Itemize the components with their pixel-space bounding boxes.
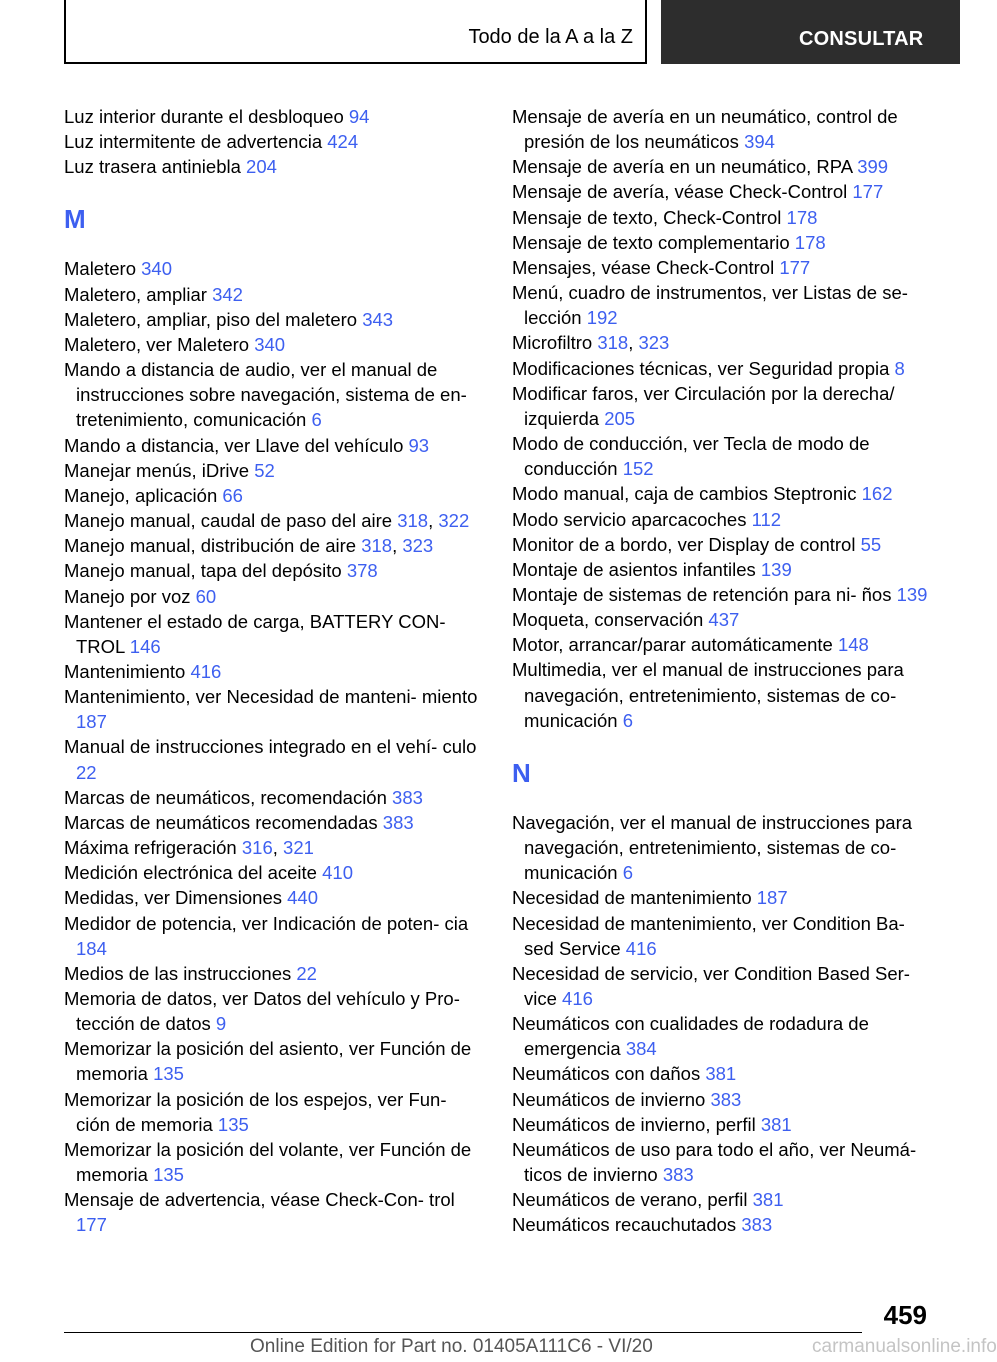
page-link[interactable]: 323 — [402, 535, 434, 557]
entry-text: , — [272, 837, 284, 859]
page-link[interactable]: 318 — [361, 535, 393, 557]
entry-text: Luz intermitente de advertencia — [64, 131, 328, 153]
entry-text: Neumáticos con cualidades de rodadura de emergencia — [512, 1013, 869, 1060]
entry-text: Luz trasera antiniebla — [64, 156, 247, 178]
index-entry — [512, 885, 932, 910]
page-link[interactable]: 321 — [283, 837, 314, 859]
page-link[interactable]: 148 — [837, 634, 869, 656]
entry-text: Mando a distancia, ver Llave del vehículo — [64, 434, 409, 456]
page-link[interactable]: 316 — [241, 837, 273, 859]
entry-text: Modificar faros, ver Circulación por la derecha/ izquierda — [512, 382, 895, 429]
page-link[interactable]: 204 — [246, 156, 277, 178]
page-link[interactable]: 205 — [604, 407, 636, 429]
page-link[interactable]: 139 — [896, 583, 928, 605]
page-link[interactable]: 381 — [760, 1113, 792, 1135]
watermark: carmanualsonline.info — [812, 1336, 997, 1357]
page-link[interactable]: 342 — [212, 283, 243, 305]
entry-text: , — [428, 510, 439, 532]
entry-text: Montaje de asientos infantiles — [512, 558, 761, 580]
index-entry — [64, 911, 484, 961]
page-link[interactable]: 323 — [638, 332, 670, 354]
page-link[interactable]: 146 — [129, 635, 161, 657]
page-header — [0, 0, 960, 66]
index-entry — [64, 332, 484, 357]
entry-text: Manual de instrucciones integrado en el vehí- culo — [64, 736, 477, 758]
index-entry — [64, 584, 484, 609]
page-link[interactable]: 440 — [287, 887, 318, 909]
index-entry — [512, 1087, 932, 1112]
index-entry — [512, 657, 932, 732]
index-entry — [64, 986, 484, 1036]
index-entry — [512, 507, 932, 532]
index-letter-heading: N — [512, 757, 531, 788]
index-entry — [64, 508, 484, 533]
index-entry — [64, 659, 484, 684]
entry-text: Motor, arrancar/parar automáticamente — [512, 634, 838, 656]
page-link[interactable]: 178 — [786, 206, 818, 228]
entry-text: Mensaje de avería en un neumático, RPA — [512, 156, 858, 178]
index-entry — [512, 431, 932, 481]
entry-text: Medidas, ver Dimensiones — [64, 887, 288, 909]
entry-text: Memoria de datos, ver Datos del vehículo y Pro- tección de datos — [64, 988, 460, 1035]
index-entry — [512, 330, 932, 355]
index-entry — [512, 205, 932, 230]
page-link[interactable]: 343 — [362, 308, 394, 330]
entry-text: Neumáticos de uso para todo el año, ver Neumá- ticos de invierno — [512, 1138, 917, 1186]
index-entry — [512, 356, 932, 381]
page-link[interactable]: 383 — [662, 1164, 694, 1186]
entry-text: Mensaje de avería, véase Check-Control — [512, 181, 853, 203]
page-link[interactable]: 135 — [153, 1063, 184, 1085]
index-entry — [64, 835, 484, 860]
entry-text: Manejo por voz — [64, 585, 196, 607]
page-link[interactable]: 177 — [852, 181, 884, 203]
page-link[interactable]: 410 — [322, 862, 353, 884]
index-entry — [512, 632, 932, 657]
entry-text: Montaje de sistemas de retención para ni- ños — [512, 583, 897, 605]
page-link[interactable]: 8 — [894, 357, 905, 379]
page-link[interactable]: 318 — [597, 332, 629, 354]
index-entry — [512, 911, 932, 961]
entry-text: Monitor de a bordo, ver Display de control — [512, 533, 861, 555]
page-link[interactable]: 94 — [348, 106, 370, 127]
entry-text: Memorizar la posición de los espejos, ver Fun- ción de memoria — [64, 1088, 447, 1135]
index-entry — [512, 255, 932, 280]
entry-text: Modo servicio aparcacoches — [512, 508, 752, 530]
index-entry — [512, 607, 932, 632]
index-entry — [64, 885, 484, 910]
entry-text: Navegación, ver el manual de instrucciones para navegación, entretenimiento, sistemas de co- municación — [512, 811, 913, 884]
entry-text: Marcas de neumáticos, recomendación — [64, 786, 393, 808]
index-entry — [64, 433, 484, 458]
entry-text: Necesidad de mantenimiento, ver Condition Ba- sed Service — [512, 912, 905, 959]
index-entry — [64, 357, 484, 432]
page-link[interactable]: 318 — [397, 510, 429, 532]
page-link[interactable]: 55 — [860, 533, 882, 555]
index-column-left — [64, 104, 484, 1238]
entry-text: Maletero — [64, 258, 142, 280]
page-link[interactable]: 424 — [327, 131, 359, 153]
page-link[interactable]: 52 — [254, 459, 275, 481]
consult-tab[interactable] — [661, 0, 960, 64]
index-entry — [512, 230, 932, 255]
index-entry — [512, 961, 932, 1011]
page-link[interactable]: 152 — [622, 458, 654, 480]
entry-text: Maletero, ver Maletero — [64, 333, 255, 355]
index-entry — [64, 1036, 484, 1086]
page-link[interactable]: 6 — [622, 709, 634, 731]
edition-note: Online Edition for Part no. 01405A111C6 - VI/20 — [250, 1336, 653, 1357]
footer-rule — [64, 1332, 862, 1333]
entry-text: Marcas de neumáticos recomendadas — [64, 811, 383, 833]
index-entry — [64, 1137, 484, 1187]
entry-text: , — [392, 535, 403, 557]
entry-text: Neumáticos con daños — [512, 1063, 706, 1085]
entry-text: Mensaje de texto complementario — [512, 231, 795, 253]
page-link[interactable]: 383 — [392, 786, 423, 808]
entry-text: Medios de las instrucciones — [64, 962, 297, 984]
index-entry — [64, 785, 484, 810]
index-entry — [64, 860, 484, 885]
page-link[interactable]: 340 — [141, 258, 172, 280]
index-entry — [512, 1011, 932, 1061]
index-entry — [512, 810, 932, 885]
page-link[interactable]: 378 — [346, 560, 378, 582]
entry-text: Manejar menús, iDrive — [64, 459, 255, 481]
index-entry — [64, 1087, 484, 1137]
entry-text: Mando a distancia de audio, ver el manual de instrucciones sobre navegación, sistema de en- tretenimiento, comunicación — [64, 359, 467, 431]
entry-text: Manejo manual, caudal de paso del aire — [64, 510, 398, 532]
index-entry — [512, 1212, 932, 1237]
page-link[interactable]: 139 — [760, 558, 792, 580]
index-column-right — [512, 104, 932, 1238]
page-link[interactable]: 135 — [217, 1113, 249, 1135]
entry-text: Memorizar la posición del volante, ver Función de memoria — [64, 1138, 472, 1186]
index-entry — [512, 532, 932, 557]
page-link[interactable]: 381 — [705, 1063, 737, 1085]
page-link[interactable]: 184 — [76, 937, 107, 959]
consult-tab-label[interactable]: CONSULTAR — [799, 28, 924, 50]
index-entry — [64, 483, 484, 508]
entry-text: Medidor de potencia, ver Indicación de poten- cia — [64, 912, 469, 934]
entry-text: Mantenimiento, ver Necesidad de manteni- miento — [64, 686, 478, 708]
index-entry — [512, 1137, 932, 1187]
index-letter-heading: M — [64, 204, 86, 235]
entry-text: Modo manual, caja de cambios Steptronic — [512, 483, 862, 505]
entry-text: Modo de conducción, ver Tecla de modo de conducción — [512, 433, 870, 480]
page-link[interactable]: 66 — [222, 484, 243, 506]
entry-text: Necesidad de servicio, ver Condition Based Ser- vice — [512, 962, 910, 1009]
entry-text: Moqueta, conservación — [512, 609, 709, 631]
entry-text: Mensaje de avería en un neumático, control de presión de los neumáticos — [512, 106, 898, 153]
entry-text: Neumáticos recauchutados — [512, 1214, 742, 1236]
page-link[interactable]: 22 — [76, 761, 97, 783]
index-entry — [512, 1187, 932, 1212]
index-entry — [512, 1112, 932, 1137]
entry-text: Mantenimiento — [64, 660, 191, 682]
index-entry — [64, 129, 484, 154]
entry-text: Máxima refrigeración — [64, 837, 242, 859]
entry-text: Modificaciones técnicas, ver Seguridad propia — [512, 357, 895, 379]
index-entry — [64, 734, 484, 784]
page-link[interactable]: 322 — [438, 510, 470, 532]
entry-text: Mensaje de texto, Check-Control — [512, 206, 787, 228]
index-entry — [64, 282, 484, 307]
entry-text: , — [628, 332, 639, 354]
page-link[interactable]: 394 — [744, 131, 775, 153]
page-link[interactable]: 22 — [296, 962, 317, 984]
index-entry — [64, 307, 484, 332]
index-entry — [64, 558, 484, 583]
page-link[interactable]: 340 — [254, 333, 286, 355]
page-link[interactable]: 177 — [76, 1214, 107, 1236]
index-entry — [512, 557, 932, 582]
page-link[interactable]: 192 — [586, 307, 618, 329]
page-link[interactable]: 177 — [779, 256, 811, 278]
section-tab-label[interactable]: Todo de la A a la Z — [468, 26, 633, 48]
entry-text: Manejo manual, distribución de aire — [64, 535, 362, 557]
entry-text: Memorizar la posición del asiento, ver Función de memoria — [64, 1038, 472, 1085]
index-entry — [64, 1187, 484, 1237]
index-entry — [64, 609, 484, 659]
page-link[interactable]: 93 — [408, 434, 430, 456]
page-link[interactable]: 9 — [215, 1013, 227, 1035]
page-link[interactable]: 383 — [741, 1214, 773, 1236]
page-link[interactable]: 381 — [752, 1189, 784, 1211]
page-link[interactable]: 383 — [382, 811, 414, 833]
index-entry — [512, 179, 932, 204]
index-entry — [512, 582, 932, 607]
page-number: 459 — [883, 1300, 927, 1330]
entry-text: Multimedia, ver el manual de instrucciones para navegación, entretenimiento, sistemas de co- municación — [512, 659, 904, 731]
page-link[interactable]: 6 — [622, 862, 634, 884]
index-entry — [64, 104, 484, 129]
page-link[interactable]: 437 — [708, 609, 740, 631]
entry-text: Neumáticos de invierno — [512, 1088, 711, 1110]
index-entry — [512, 280, 932, 330]
page-link[interactable]: 162 — [861, 483, 893, 505]
page-link[interactable]: 384 — [625, 1038, 657, 1060]
entry-text: Microfiltro — [512, 332, 598, 354]
page-link[interactable]: 399 — [857, 156, 889, 178]
page-link[interactable]: 135 — [153, 1164, 184, 1186]
entry-text: Necesidad de mantenimiento — [512, 887, 757, 909]
page-link[interactable]: 178 — [794, 231, 826, 253]
page-link[interactable]: 416 — [190, 660, 222, 682]
entry-text: Mensajes, véase Check-Control — [512, 256, 780, 278]
page-link[interactable]: 6 — [311, 409, 322, 431]
index-entry — [64, 961, 484, 986]
page-link[interactable]: 187 — [76, 711, 107, 733]
entry-text: Mantener el estado de carga, BATTERY CON- TROL — [64, 610, 446, 657]
page-link[interactable]: 416 — [625, 937, 657, 959]
page-link[interactable]: 383 — [710, 1088, 742, 1110]
entry-text: Luz interior durante el desbloqueo — [64, 106, 349, 127]
entry-text: Neumáticos de verano, perfil — [512, 1189, 753, 1211]
index-entry — [512, 154, 932, 179]
index-entry — [64, 256, 484, 281]
index-entry — [64, 684, 484, 734]
index-entry — [64, 533, 484, 558]
index-entry — [64, 458, 484, 483]
page-link[interactable]: 112 — [751, 508, 782, 530]
page-link[interactable]: 187 — [756, 887, 788, 909]
entry-text: Maletero, ampliar — [64, 283, 213, 305]
page-link[interactable]: 60 — [195, 585, 217, 607]
entry-text: Mensaje de advertencia, véase Check-Con- trol — [64, 1189, 455, 1211]
entry-text: Manejo manual, tapa del depósito — [64, 560, 347, 582]
index-entry — [64, 154, 484, 179]
entry-text: Maletero, ampliar, piso del maletero — [64, 308, 363, 330]
entry-text: Manejo, aplicación — [64, 484, 223, 506]
index-entry — [512, 481, 932, 506]
index-entry — [64, 810, 484, 835]
entry-text: Neumáticos de invierno, perfil — [512, 1113, 761, 1135]
index-entry — [512, 381, 932, 431]
index-entry — [512, 104, 932, 154]
page-link[interactable]: 416 — [562, 988, 593, 1009]
entry-text: Medición electrónica del aceite — [64, 862, 323, 884]
entry-text: Menú, cuadro de instrumentos, ver Listas de se- lección — [512, 282, 908, 329]
index-entry — [512, 1061, 932, 1086]
section-tab-box — [64, 0, 647, 64]
